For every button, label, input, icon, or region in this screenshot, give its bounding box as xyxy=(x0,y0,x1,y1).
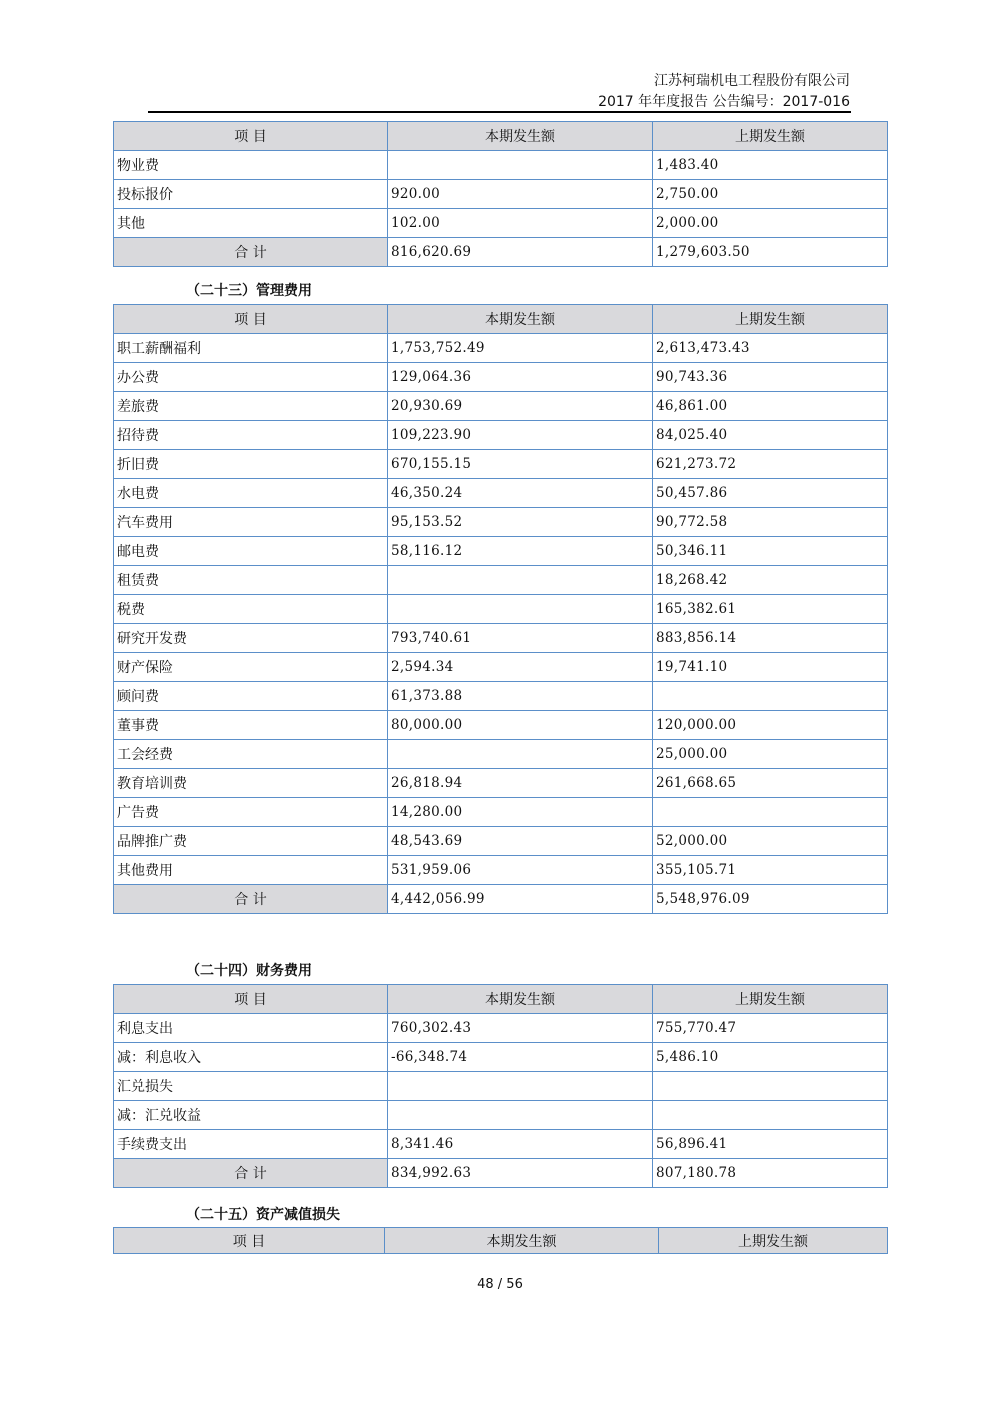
row-item-label: 研究开发费 xyxy=(114,624,388,653)
table-row xyxy=(114,624,888,653)
total-label: 合 计 xyxy=(114,238,388,267)
table-row xyxy=(114,1014,888,1043)
total-row xyxy=(114,1159,888,1188)
col-header-current: 本期发生额 xyxy=(388,985,653,1014)
row-previous-value: 883,856.14 xyxy=(653,624,888,653)
table-row xyxy=(114,180,888,209)
section-title-finance-expenses: （二十四）财务费用 xyxy=(186,963,312,979)
row-current-value: -66,348.74 xyxy=(388,1043,653,1072)
row-item-label: 办公费 xyxy=(114,363,388,392)
row-item-label: 工会经费 xyxy=(114,740,388,769)
total-current-value: 816,620.69 xyxy=(388,238,653,267)
col-header-previous: 上期发生额 xyxy=(659,1228,888,1254)
col-header-current: 本期发生额 xyxy=(388,122,653,151)
row-item-label: 董事费 xyxy=(114,711,388,740)
row-current-value xyxy=(388,1072,653,1101)
table-row xyxy=(114,595,888,624)
row-previous-value: 90,743.36 xyxy=(653,363,888,392)
table-row xyxy=(114,682,888,711)
table-row xyxy=(114,1043,888,1072)
row-item-label: 其他费用 xyxy=(114,856,388,885)
table-row xyxy=(114,711,888,740)
row-current-value: 793,740.61 xyxy=(388,624,653,653)
table-row xyxy=(114,798,888,827)
section-title-asset-impairment: （二十五）资产减值损失 xyxy=(186,1207,340,1223)
row-item-label: 招待费 xyxy=(114,421,388,450)
table-row xyxy=(114,334,888,363)
table-header-row xyxy=(114,985,888,1014)
total-previous-value: 807,180.78 xyxy=(653,1159,888,1188)
row-current-value: 102.00 xyxy=(388,209,653,238)
row-current-value: 48,543.69 xyxy=(388,827,653,856)
section-title-admin-expenses: （二十三）管理费用 xyxy=(186,283,312,299)
other-expenses-table xyxy=(113,121,888,267)
row-current-value: 1,753,752.49 xyxy=(388,334,653,363)
table-row xyxy=(114,856,888,885)
row-previous-value: 56,896.41 xyxy=(653,1130,888,1159)
row-item-label: 其他 xyxy=(114,209,388,238)
row-item-label: 广告费 xyxy=(114,798,388,827)
col-header-item: 项 目 xyxy=(114,1228,385,1254)
table-row xyxy=(114,1130,888,1159)
row-current-value: 109,223.90 xyxy=(388,421,653,450)
table-row xyxy=(114,450,888,479)
row-previous-value: 5,486.10 xyxy=(653,1043,888,1072)
row-item-label: 减：利息收入 xyxy=(114,1043,388,1072)
row-previous-value: 355,105.71 xyxy=(653,856,888,885)
row-item-label: 水电费 xyxy=(114,479,388,508)
table-row xyxy=(114,363,888,392)
table-row xyxy=(114,508,888,537)
table-row xyxy=(114,769,888,798)
asset-impairment-table xyxy=(113,1227,888,1254)
row-current-value: 8,341.46 xyxy=(388,1130,653,1159)
page-number: 48 / 56 xyxy=(477,1277,523,1292)
total-previous-value: 1,279,603.50 xyxy=(653,238,888,267)
row-item-label: 手续费支出 xyxy=(114,1130,388,1159)
finance-expenses-table xyxy=(113,984,888,1188)
row-previous-value xyxy=(653,1101,888,1130)
table-header-row xyxy=(114,1228,888,1254)
row-item-label: 税费 xyxy=(114,595,388,624)
row-previous-value: 621,273.72 xyxy=(653,450,888,479)
row-current-value: 129,064.36 xyxy=(388,363,653,392)
row-previous-value: 1,483.40 xyxy=(653,151,888,180)
row-previous-value: 755,770.47 xyxy=(653,1014,888,1043)
col-header-previous: 上期发生额 xyxy=(653,985,888,1014)
row-current-value xyxy=(388,740,653,769)
row-current-value: 760,302.43 xyxy=(388,1014,653,1043)
report-id: 2017 年年度报告 公告编号：2017-016 xyxy=(598,94,850,110)
row-item-label: 投标报价 xyxy=(114,180,388,209)
row-previous-value: 52,000.00 xyxy=(653,827,888,856)
table-row xyxy=(114,151,888,180)
row-item-label: 租赁费 xyxy=(114,566,388,595)
row-previous-value: 2,750.00 xyxy=(653,180,888,209)
table-header-row xyxy=(114,122,888,151)
row-item-label: 品牌推广费 xyxy=(114,827,388,856)
row-previous-value: 90,772.58 xyxy=(653,508,888,537)
row-item-label: 财产保险 xyxy=(114,653,388,682)
col-header-current: 本期发生额 xyxy=(385,1228,659,1254)
total-label: 合 计 xyxy=(114,1159,388,1188)
col-header-item: 项 目 xyxy=(114,305,388,334)
row-current-value: 2,594.34 xyxy=(388,653,653,682)
table-row xyxy=(114,537,888,566)
col-header-item: 项 目 xyxy=(114,985,388,1014)
row-current-value xyxy=(388,566,653,595)
row-previous-value xyxy=(653,1072,888,1101)
row-current-value: 61,373.88 xyxy=(388,682,653,711)
row-current-value: 46,350.24 xyxy=(388,479,653,508)
row-item-label: 职工薪酬福利 xyxy=(114,334,388,363)
table-row xyxy=(114,653,888,682)
total-row xyxy=(114,885,888,914)
table-row xyxy=(114,209,888,238)
row-previous-value: 50,346.11 xyxy=(653,537,888,566)
total-current-value: 834,992.63 xyxy=(388,1159,653,1188)
row-item-label: 教育培训费 xyxy=(114,769,388,798)
col-header-previous: 上期发生额 xyxy=(653,305,888,334)
table-row xyxy=(114,1072,888,1101)
row-previous-value xyxy=(653,682,888,711)
row-item-label: 邮电费 xyxy=(114,537,388,566)
row-current-value xyxy=(388,151,653,180)
row-previous-value: 2,000.00 xyxy=(653,209,888,238)
row-current-value: 95,153.52 xyxy=(388,508,653,537)
table-row xyxy=(114,479,888,508)
row-previous-value: 19,741.10 xyxy=(653,653,888,682)
table-row xyxy=(114,827,888,856)
row-previous-value: 50,457.86 xyxy=(653,479,888,508)
table-header-row xyxy=(114,305,888,334)
col-header-current: 本期发生额 xyxy=(388,305,653,334)
row-previous-value: 46,861.00 xyxy=(653,392,888,421)
row-item-label: 汇兑损失 xyxy=(114,1072,388,1101)
total-current-value: 4,442,056.99 xyxy=(388,885,653,914)
row-previous-value xyxy=(653,798,888,827)
row-current-value: 80,000.00 xyxy=(388,711,653,740)
table-row xyxy=(114,740,888,769)
company-name: 江苏柯瑞机电工程股份有限公司 xyxy=(654,73,850,89)
table-row xyxy=(114,421,888,450)
row-current-value: 670,155.15 xyxy=(388,450,653,479)
total-label: 合 计 xyxy=(114,885,388,914)
row-current-value: 26,818.94 xyxy=(388,769,653,798)
row-item-label: 顾问费 xyxy=(114,682,388,711)
table-row xyxy=(114,392,888,421)
row-previous-value: 84,025.40 xyxy=(653,421,888,450)
row-previous-value: 2,613,473.43 xyxy=(653,334,888,363)
row-current-value xyxy=(388,1101,653,1130)
row-current-value: 14,280.00 xyxy=(388,798,653,827)
row-previous-value: 25,000.00 xyxy=(653,740,888,769)
row-current-value: 58,116.12 xyxy=(388,537,653,566)
row-current-value: 20,930.69 xyxy=(388,392,653,421)
row-previous-value: 18,268.42 xyxy=(653,566,888,595)
total-row xyxy=(114,238,888,267)
row-item-label: 减：汇兑收益 xyxy=(114,1101,388,1130)
row-current-value: 920.00 xyxy=(388,180,653,209)
col-header-item: 项 目 xyxy=(114,122,388,151)
row-current-value: 531,959.06 xyxy=(388,856,653,885)
row-previous-value: 261,668.65 xyxy=(653,769,888,798)
header-rule xyxy=(148,111,851,113)
total-previous-value: 5,548,976.09 xyxy=(653,885,888,914)
row-item-label: 差旅费 xyxy=(114,392,388,421)
row-item-label: 汽车费用 xyxy=(114,508,388,537)
table-row xyxy=(114,566,888,595)
row-previous-value: 120,000.00 xyxy=(653,711,888,740)
col-header-previous: 上期发生额 xyxy=(653,122,888,151)
table-row xyxy=(114,1101,888,1130)
admin-expenses-table xyxy=(113,304,888,914)
row-item-label: 利息支出 xyxy=(114,1014,388,1043)
row-current-value xyxy=(388,595,653,624)
row-previous-value: 165,382.61 xyxy=(653,595,888,624)
row-item-label: 物业费 xyxy=(114,151,388,180)
row-item-label: 折旧费 xyxy=(114,450,388,479)
